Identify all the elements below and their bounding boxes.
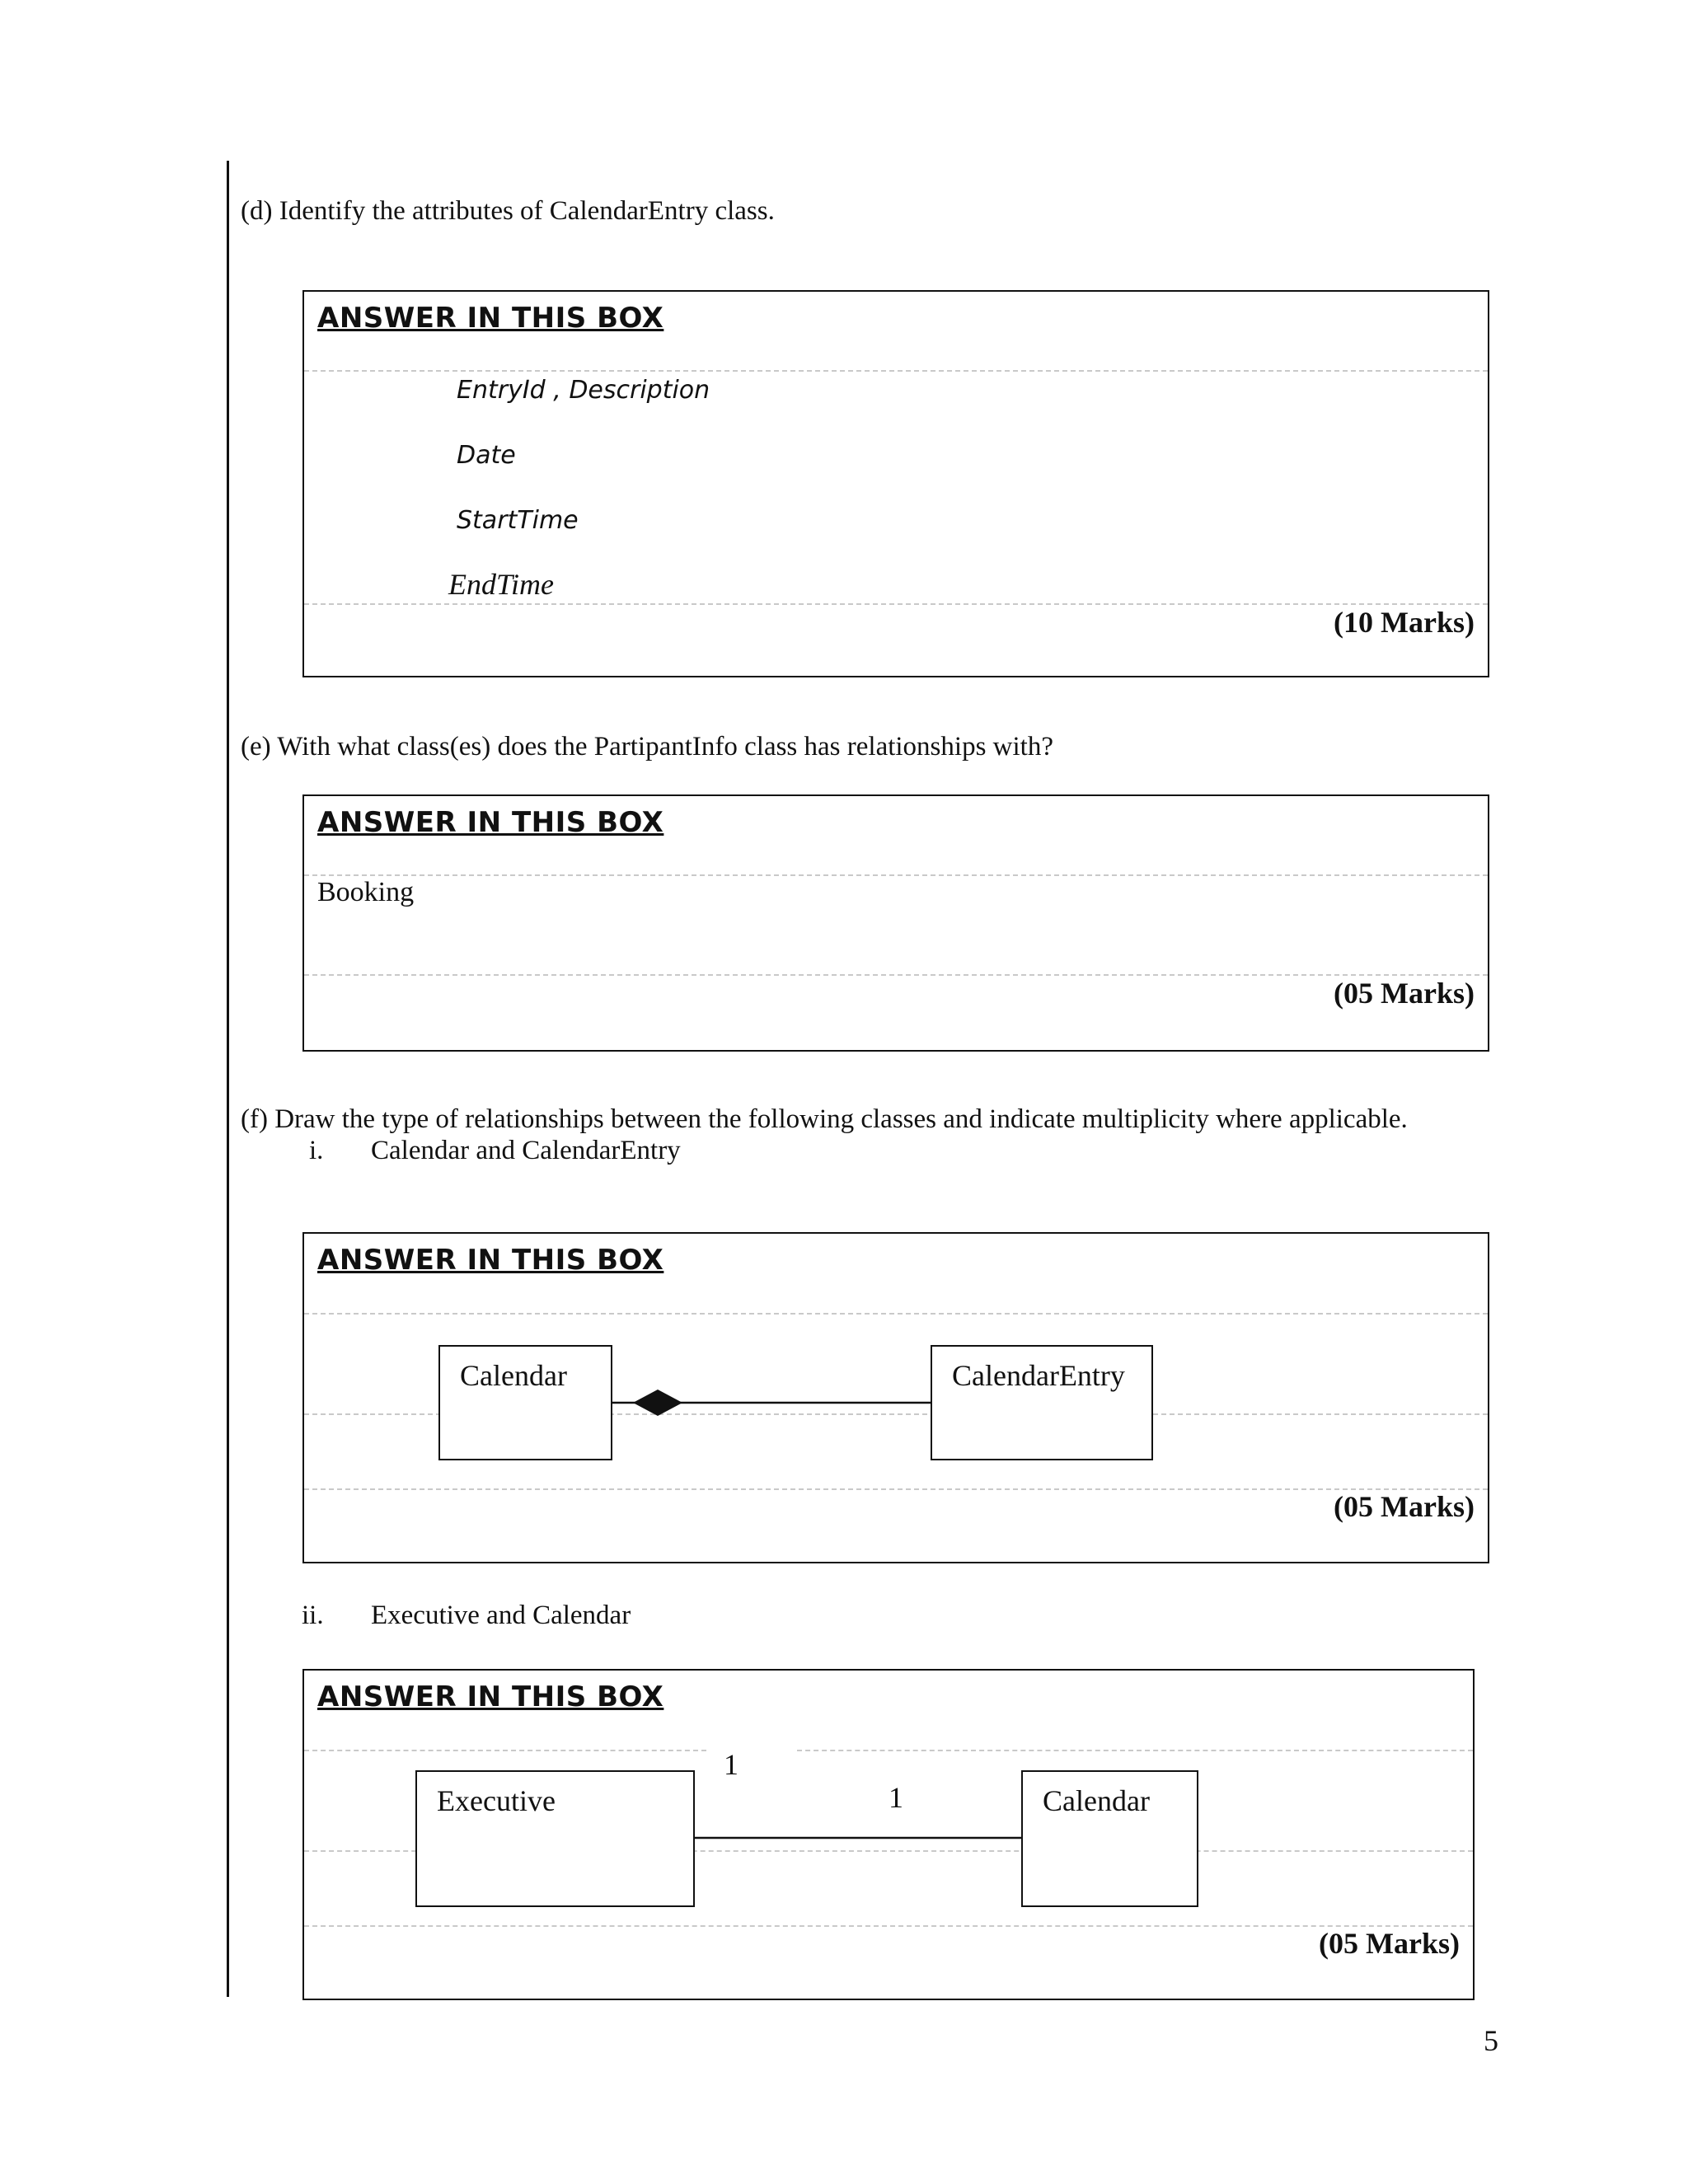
answer-box-title: ANSWER IN THIS BOX (317, 302, 664, 335)
attribute-line-3: StartTime (457, 506, 579, 535)
class-name: CalendarEntry (952, 1359, 1125, 1392)
marks-f-i: (05 Marks) (1334, 1490, 1475, 1523)
class-name: Calendar (1043, 1784, 1150, 1817)
attribute-line-1: EntryId , Description (457, 376, 710, 405)
dashed-line (797, 1750, 1473, 1751)
multiplicity-executive: 1 (724, 1748, 738, 1781)
page-number: 5 (1484, 2024, 1498, 2057)
class-box-executive (415, 1770, 695, 1907)
class-box-calendar-entry (931, 1345, 1153, 1460)
attribute-line-2: Date (457, 441, 516, 470)
class-box-calendar (1021, 1770, 1198, 1907)
question-f: (f) Draw the type of relationships between the following classes and indicate multiplicity where applicable. (241, 1104, 1408, 1134)
multiplicity-calendar: 1 (889, 1781, 903, 1814)
class-box-calendar (438, 1345, 612, 1460)
question-d: (d) Identify the attributes of CalendarEntry class. (241, 196, 775, 226)
question-f-ii-number: ii. (302, 1601, 324, 1630)
answer-box-title: ANSWER IN THIS BOX (317, 806, 664, 839)
question-f-i-number: i. (309, 1136, 324, 1165)
class-name: Executive (437, 1784, 556, 1817)
marks-f-ii: (05 Marks) (1319, 1927, 1460, 1960)
marks-d: (10 Marks) (1334, 606, 1475, 639)
composition-diamond (633, 1390, 682, 1416)
answer-box-title: ANSWER IN THIS BOX (317, 1680, 664, 1713)
answer-box-title: ANSWER IN THIS BOX (317, 1244, 664, 1277)
answer-e-text: Booking (317, 877, 415, 907)
marks-e: (05 Marks) (1334, 977, 1475, 1010)
question-f-i-text: Calendar and CalendarEntry (371, 1136, 681, 1165)
question-e: (e) With what class(es) does the PartipantInfo class has relationships with? (241, 732, 1053, 762)
question-f-ii-text: Executive and Calendar (371, 1601, 631, 1630)
dashed-line (304, 1750, 706, 1751)
dashed-line (304, 1925, 1473, 1927)
attribute-line-4: EndTime (448, 568, 555, 601)
class-name: Calendar (460, 1359, 567, 1392)
